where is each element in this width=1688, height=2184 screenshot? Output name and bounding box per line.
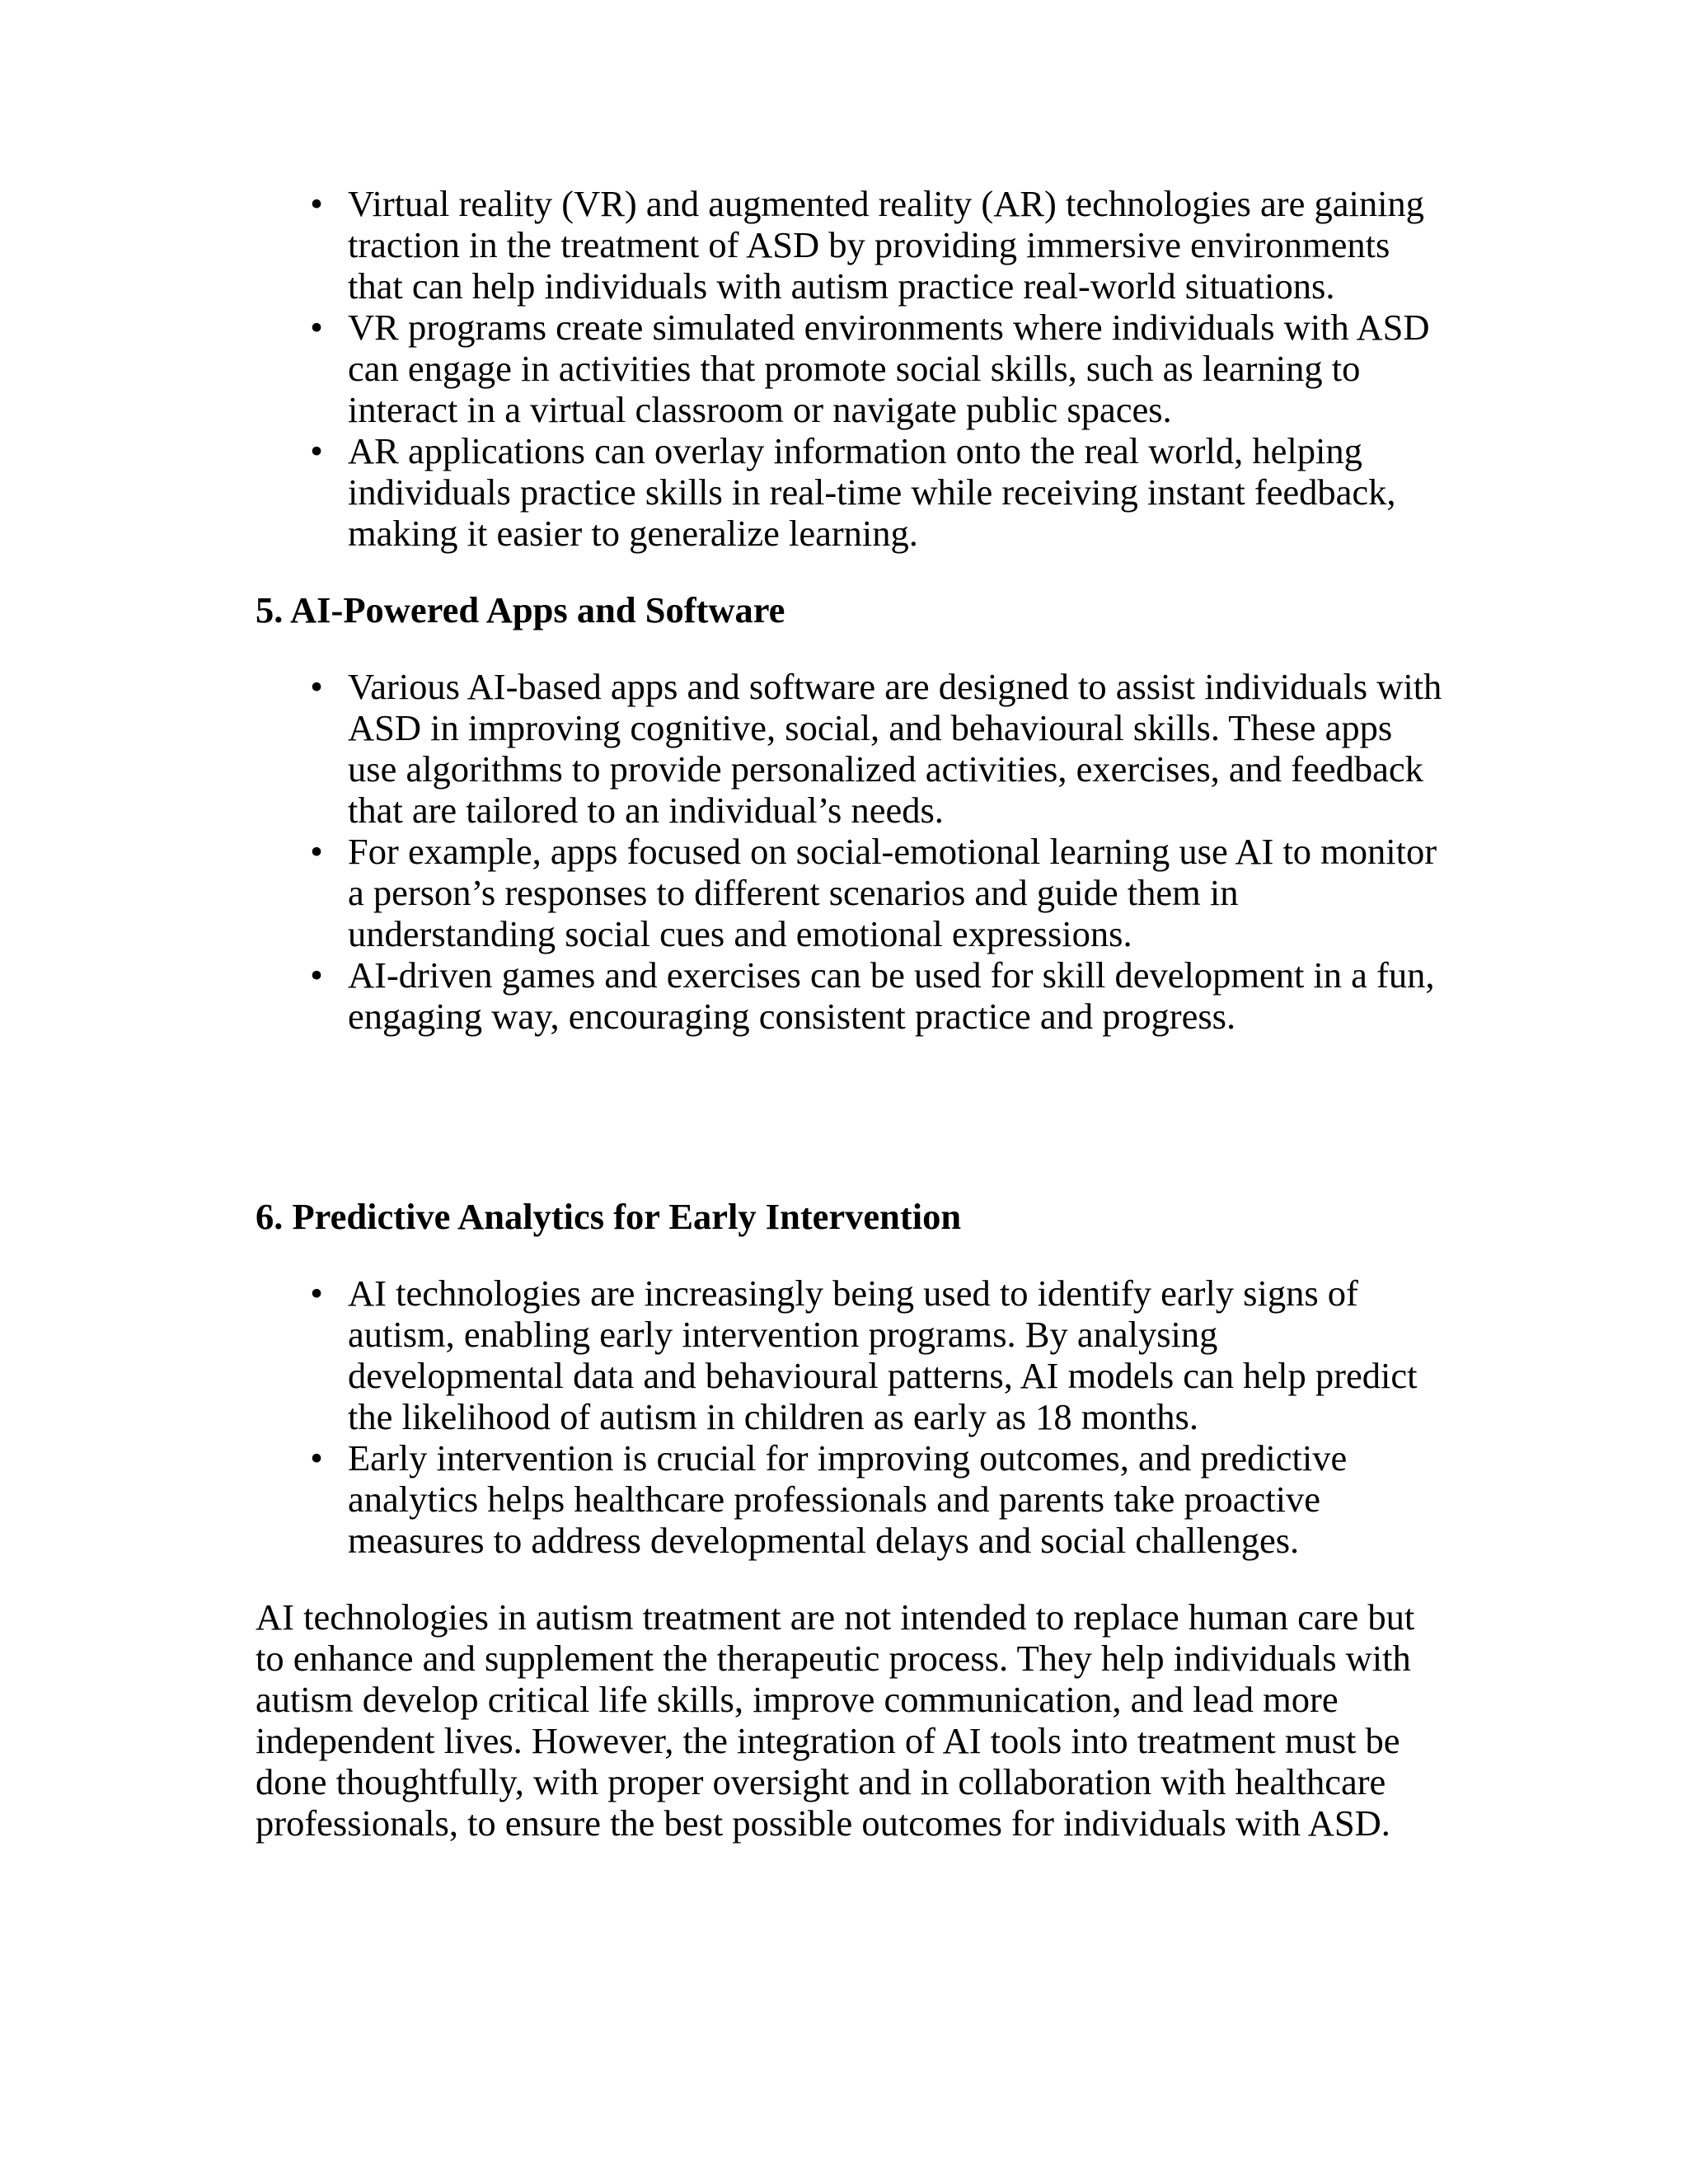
list-item-text: AR applications can overlay information onto the real world, helping individuals practice skills in real-time while receiving instant feedback, making it easier to generalize learning.	[348, 430, 1396, 554]
list-item	[256, 430, 1442, 554]
section-5-bullet-list	[256, 666, 1442, 1037]
list-item	[256, 183, 1442, 307]
bullet-icon: •	[310, 666, 323, 707]
list-item-text: Early intervention is crucial for improving outcomes, and predictive analytics helps healthcare professionals and parents take proactive measures to address developmental delays and social challenges.	[348, 1437, 1348, 1561]
section-6-bullet-list	[256, 1272, 1442, 1561]
list-item	[256, 1437, 1442, 1561]
list-item-text: AI technologies are increasingly being used to identify early signs of autism, enabling early intervention programs. By analysing developmental data and behavioural patterns, AI models can help predict the likelihood of autism in children as early as 18 months.	[348, 1272, 1418, 1437]
bullet-icon: •	[310, 1272, 323, 1314]
list-item	[256, 1272, 1442, 1437]
bullet-icon: •	[310, 307, 323, 348]
page-content	[256, 183, 1442, 1844]
bullet-icon: •	[310, 1437, 323, 1479]
list-item	[256, 831, 1442, 954]
list-item-text: AI-driven games and exercises can be used for skill development in a fun, engaging way, encouraging consistent practice and progress.	[348, 954, 1435, 1037]
list-item	[256, 307, 1442, 430]
list-item-text: For example, apps focused on social-emotional learning use AI to monitor a person’s responses to different scenarios and guide them in understanding social cues and emotional expressions.	[348, 831, 1437, 954]
section-6-heading: 6. Predictive Analytics for Early Intervention	[256, 1196, 962, 1237]
section-5-heading: 5. AI-Powered Apps and Software	[256, 589, 785, 630]
closing-paragraph: AI technologies in autism treatment are not intended to replace human care but to enhance and supplement the therapeutic process. They help individuals with autism develop critical life skills, improve communication, and lead more independent lives. However, the integration of AI tools into treatment must be done thoughtfully, with proper oversight and in collaboration with healthcare professionals, to ensure the best possible outcomes for individuals with ASD.	[256, 1596, 1415, 1844]
bullet-icon: •	[310, 831, 323, 872]
list-item	[256, 666, 1442, 831]
list-item-text: Virtual reality (VR) and augmented reality (AR) technologies are gaining traction in the treatment of ASD by providing immersive environments that can help individuals with autism practice real-world situations.	[348, 183, 1424, 307]
bullet-icon: •	[310, 954, 323, 996]
bullet-icon: •	[310, 183, 323, 224]
list-item-text: VR programs create simulated environments where individuals with ASD can engage in activities that promote social skills, such as learning to interact in a virtual classroom or navigate public spaces.	[348, 307, 1430, 430]
vr-ar-bullet-list	[256, 183, 1442, 554]
list-item-text: Various AI-based apps and software are designed to assist individuals with ASD in improving cognitive, social, and behavioural skills. These apps use algorithms to provide personalized activities, exercises, and feedback that are tailored to an individual’s needs.	[348, 666, 1442, 831]
bullet-icon: •	[310, 430, 323, 471]
list-item	[256, 954, 1442, 1037]
